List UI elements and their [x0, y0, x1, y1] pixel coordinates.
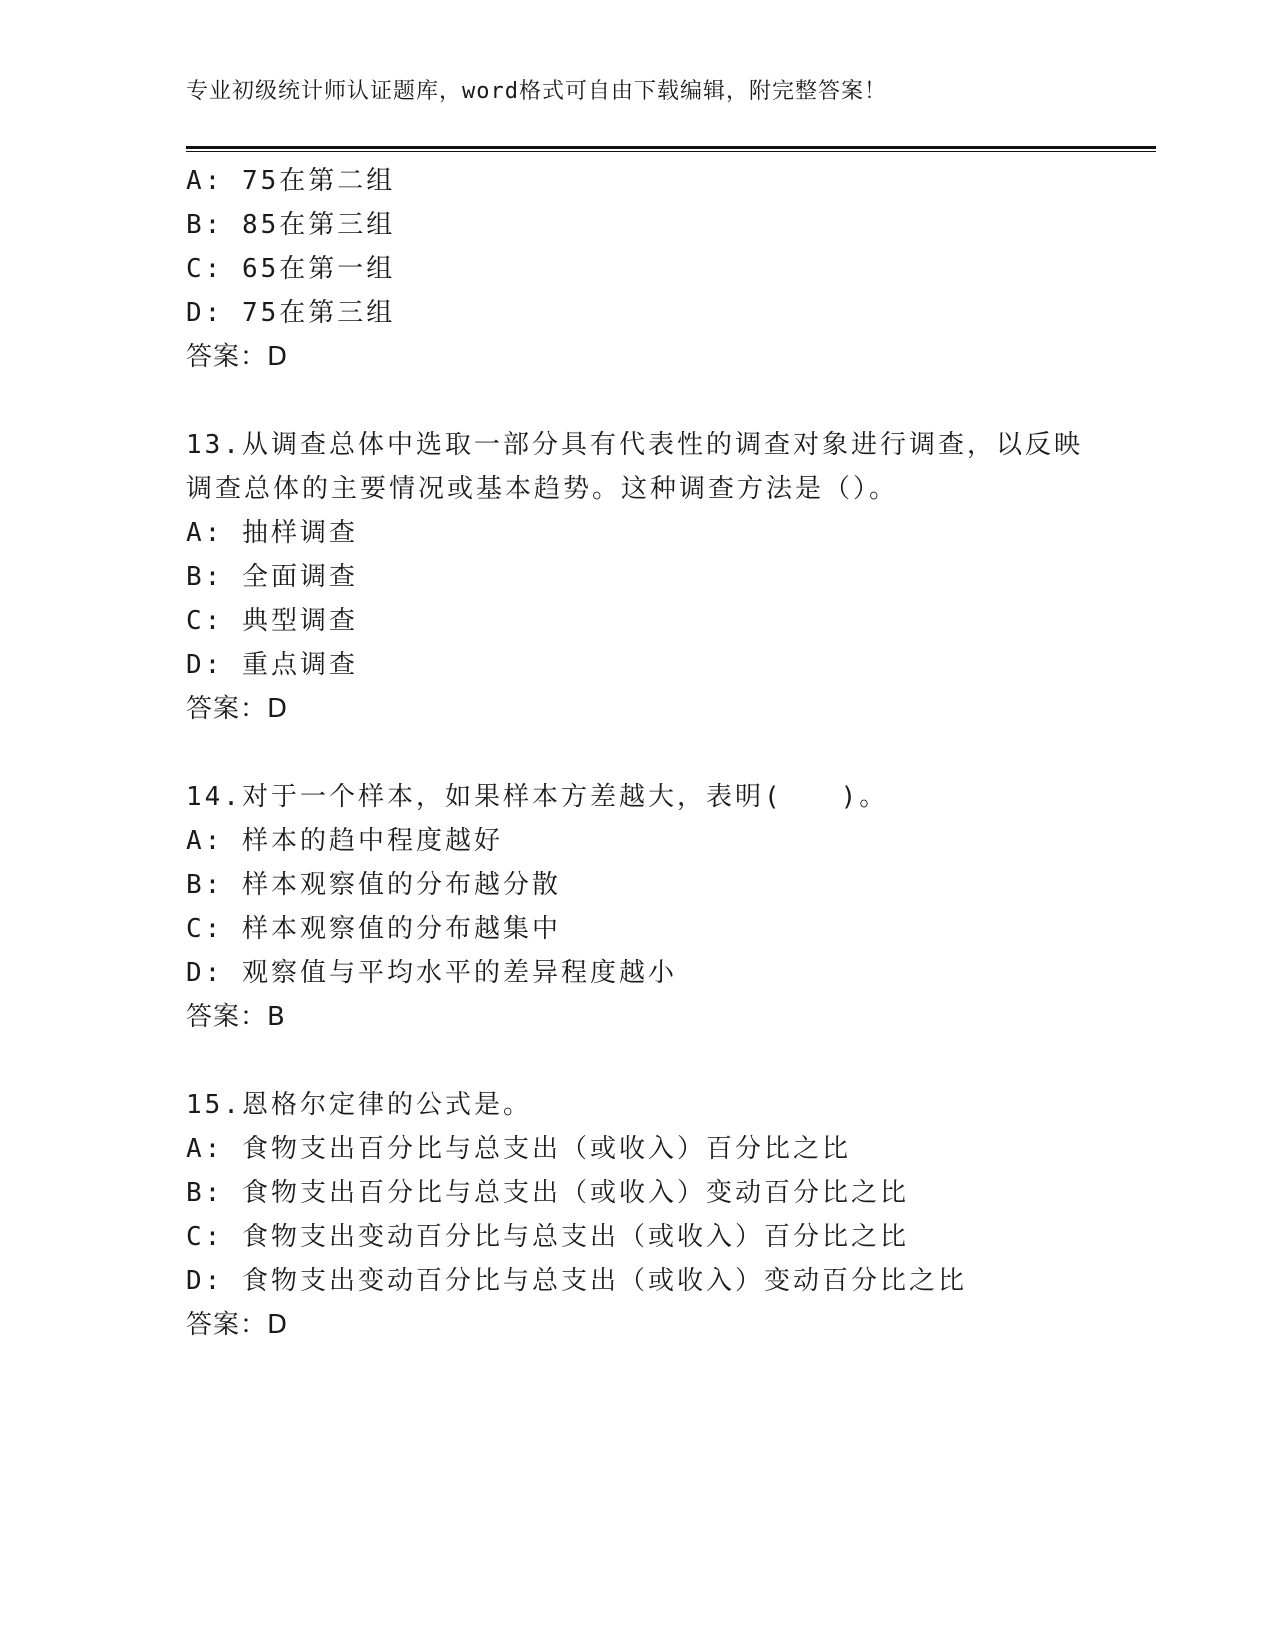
q14-option-d: D: 观察值与平均水平的差异程度越小	[186, 958, 677, 988]
q13-stem-line1: 13.从调查总体中选取一部分具有代表性的调查对象进行调查，以反映	[186, 430, 1083, 460]
header-rule-thick	[186, 146, 1156, 149]
q15-option-c: C: 食物支出变动百分比与总支出（或收入）百分比之比	[186, 1222, 909, 1252]
q12-option-d: D: 75在第三组	[186, 298, 396, 328]
q15-answer: 答案：D	[186, 1310, 289, 1340]
q14-answer: 答案：B	[186, 1002, 286, 1032]
page-header: 专业初级统计师认证题库，word格式可自由下载编辑，附完整答案！	[186, 79, 887, 104]
q13-stem-line2: 调查总体的主要情况或基本趋势。这种调查方法是（）。	[186, 474, 899, 504]
q13-option-c: C: 典型调查	[186, 606, 358, 636]
q12-option-b: B: 85在第三组	[186, 210, 396, 240]
q14-option-a: A: 样本的趋中程度越好	[186, 826, 503, 856]
q12-option-c: C: 65在第一组	[186, 254, 396, 284]
q15-option-d: D: 食物支出变动百分比与总支出（或收入）变动百分比之比	[186, 1266, 967, 1296]
q15-stem: 15.恩格尔定律的公式是。	[186, 1090, 532, 1120]
q15-option-a: A: 食物支出百分比与总支出（或收入）百分比之比	[186, 1134, 851, 1164]
q13-answer: 答案：D	[186, 694, 289, 724]
q12-option-a: A: 75在第二组	[186, 166, 396, 196]
q14-stem: 14.对于一个样本，如果样本方差越大，表明( )。	[186, 782, 889, 812]
q12-answer: 答案：D	[186, 342, 289, 372]
q13-option-b: B: 全面调查	[186, 562, 358, 592]
q14-option-b: B: 样本观察值的分布越分散	[186, 870, 561, 900]
q15-option-b: B: 食物支出百分比与总支出（或收入）变动百分比之比	[186, 1178, 909, 1208]
q13-option-a: A: 抽样调查	[186, 518, 358, 548]
header-rule-thin	[186, 151, 1156, 152]
q14-option-c: C: 样本观察值的分布越集中	[186, 914, 561, 944]
q13-option-d: D: 重点调查	[186, 650, 358, 680]
